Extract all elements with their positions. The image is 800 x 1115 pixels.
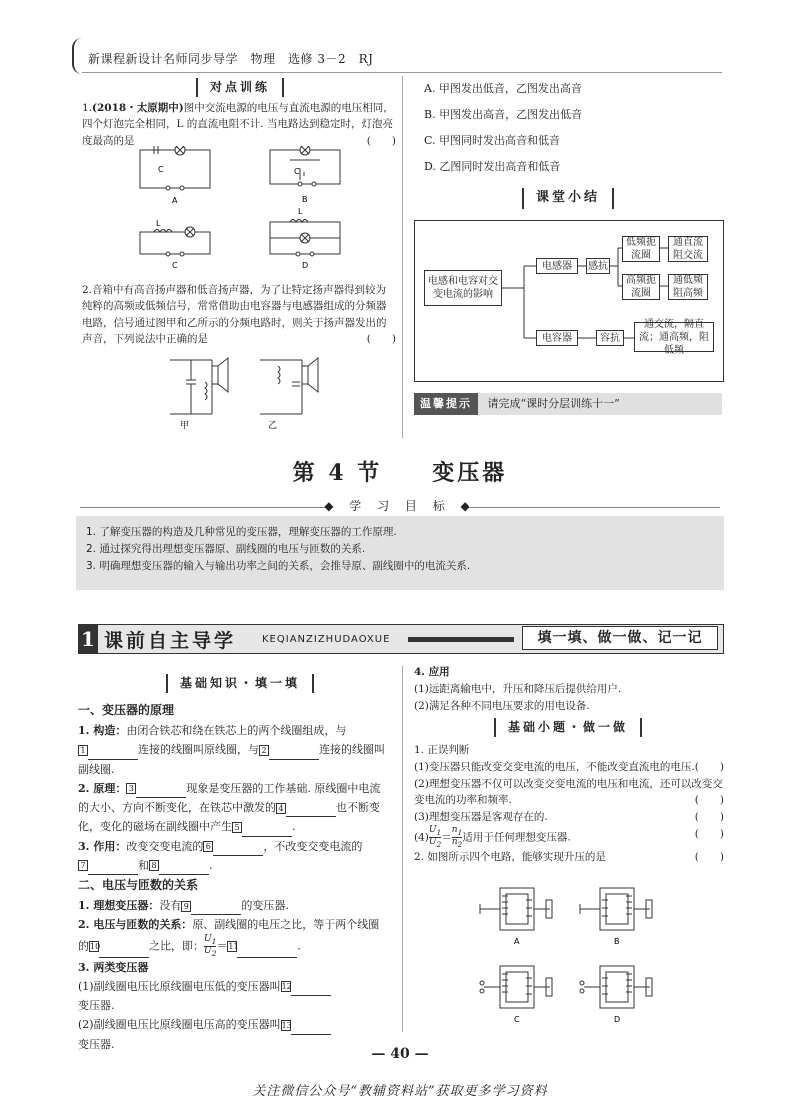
svg-text:甲: 甲 (180, 421, 190, 431)
svg-text:L: L (156, 219, 161, 228)
option-a: A. 甲图发出低音，乙图发出高音 (424, 82, 582, 95)
section-title-summary: 课堂小结 (410, 188, 726, 209)
goal-item: 2. 通过探究得出理想变压器原、副线圈的电压与匝数的关系. (86, 542, 366, 555)
svg-text:A: A (172, 196, 178, 205)
banner-title: 课前自主导学 (104, 630, 237, 652)
application-content: 4. 应用 (1)远距离输电中，升压和降压后提供给用户. (2)满足各种不同电压要求的用电设备. (414, 666, 622, 712)
node-low-choke: 低频扼流圈 (622, 236, 660, 262)
tip-bar (414, 393, 722, 415)
footer-note: 关注微信公众号“教辅资料站”获取更多学习资料 (252, 1084, 548, 1099)
tip-label: 温馨提示 (414, 393, 478, 415)
tip-text: 请完成“课时分层训练十一” (487, 397, 620, 410)
banner-number: 1 (78, 624, 98, 654)
svg-text:C: C (172, 261, 178, 270)
header-rule (82, 72, 722, 73)
column-divider-bottom (402, 666, 403, 1032)
option-d: D. 乙图同时发出高音和低音 (424, 160, 561, 173)
svg-text:C: C (514, 1015, 520, 1024)
column-divider (402, 76, 403, 438)
section-banner (78, 624, 724, 654)
node-low-effect: 通直流阻交流 (668, 236, 708, 262)
banner-right: 填一填、做一做、记一记 (522, 626, 718, 650)
chapter-title: 第 4 节 变压器 (292, 460, 508, 486)
svg-text:D: D (302, 261, 309, 270)
node-root: 电感和电容对交变电流的影响 (424, 270, 502, 306)
header-curve (72, 38, 86, 74)
question-1: 1.(2018・太原期中)图中交流电源的电压与直流电源的电压相同，四个灯泡完全相同，L 的直流电阻不计. 当电路达到稳定时，灯泡亮度最高的是 ( ) (82, 102, 396, 147)
question-2: 2.音箱中有高音扬声器和低音扬声器，为了让特定扬声器得到较为纯粹的高频或低频信号，常常借助由电容器与电感器组成的分频器电路，信号通过图甲和乙所示的分频电路时，则关于扬声器发出的声音，下列说法中正确的是 ( ) (82, 284, 396, 345)
svg-text:A: A (514, 937, 520, 946)
transformer-figures (470, 882, 680, 1032)
svg-text:乙: 乙 (268, 421, 278, 431)
goal-item: 3. 明确理想变压器的输入与输出功率之间的关系，会推导原、副线圈中的电流关系. (86, 559, 471, 572)
svg-text:C: C (294, 167, 300, 176)
svg-text:B: B (614, 937, 620, 946)
page-number: — 40 — (371, 1046, 429, 1062)
running-header: 新课程新设计名师同步导学 物理 选修 3－2 RJ (88, 52, 374, 66)
node-inductor: 电感器 (536, 258, 578, 274)
option-c: C. 甲图同时发出高音和低音 (424, 134, 561, 147)
node-capacitive: 容抗 (596, 330, 624, 346)
node-capacitor: 电容器 (536, 330, 578, 346)
svg-text:C: C (158, 165, 164, 174)
banner-pinyin: KEQIANZIZHUDAOXUE (262, 634, 391, 645)
svg-text:B: B (302, 195, 308, 204)
svg-text:D: D (614, 1015, 621, 1024)
section-title-practice: 对点训练 (82, 78, 398, 97)
exercises-content: 1. 正误判断 (1)变压器只能改变交变电流的电压，不能改变直流电的电压. ( ) (2)理想变压器不仅可以改变交变电流的电压和电流，还可以改变交变电流的功率和频率. ( ) (3)理想变压器是客观存在的. ( ) (4) $\frac{U_1}{U_2}$ ＝ $\frac{n_1}{n_2}$ 适用于任何理想变压器. ( ) 2. 如图所示四个电路，能够实现升压的是 ( ) (414, 744, 724, 864)
svg-text:L: L (298, 207, 303, 216)
node-inductive: 感抗 (586, 258, 610, 274)
q2-figures (150, 352, 330, 432)
goals-heading: ◆ 学 习 目 标 ◆ (324, 499, 476, 513)
u-ratio: $\frac{U_1}{U_2}$ (204, 933, 217, 958)
section-title-exercises: 基础小题・做一做 (410, 718, 726, 737)
goal-item: 1. 了解变压器的构造及几种常见的变压器，理解变压器的工作原理. (86, 526, 397, 538)
basics-content: 一、变压器的原理 1. 构造：由闭合铁芯和绕在铁芯上的两个线圈组成，与 1 连接的线圈叫原线圈，与 2 连接的线圈叫副线圈. 2. 原理： 3 现象是变压器的工作基础. 原线圈中电流的大小、方向不断变化，在铁芯中激发的 4 也不断变化，变化的磁场在副线圈中产生 5 . 3. 作用：改变交变电流的 6 ，不改变交变电流的 7 和 8 . 二、电压与匝数的关系 1. 理想变压器：没有 9 的变压器. 2. 电压与匝数的关系：原、副线圈的电压之比，等于两个线圈的10 之比，即： $\frac{U_1}{U_2}$ ＝11 . 3. 两类变压器 (1)副线圈电压比原线圈电压低的变压器叫12 变压器. (2)副线圈电压比原线圈电压高的变压器叫13 变压器. (78, 703, 385, 1051)
node-high-choke: 高频扼流圈 (622, 274, 660, 300)
q1-circuits (120, 146, 360, 270)
banner-bar (408, 637, 514, 642)
section-title-basics: 基础知识・填一填 (82, 674, 398, 693)
goals-box (76, 516, 724, 590)
node-high-effect: 通低频阻高频 (668, 274, 708, 300)
node-cap-effect: 通交流，隔直流；通高频，阻低频 (634, 322, 714, 352)
option-b: B. 甲图发出高音，乙图发出低音 (424, 108, 583, 121)
